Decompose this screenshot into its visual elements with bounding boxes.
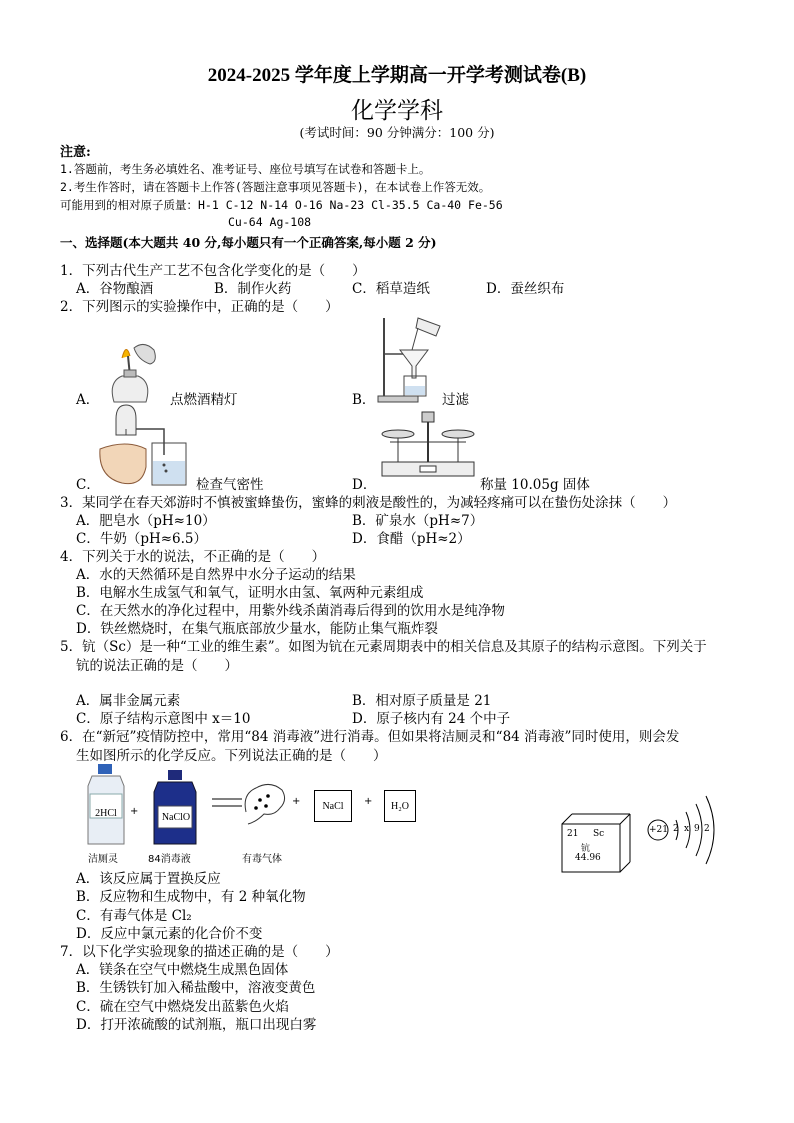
q7-option-c[interactable]: C．硫在空气中燃烧发出蓝紫色火焰 <box>76 999 289 1015</box>
q5-option-d[interactable]: D．原子核内有 24 个中子 <box>352 711 511 727</box>
q7-option-d[interactable]: D．打开浓硫酸的试剂瓶，瓶口出现白雾 <box>76 1017 317 1033</box>
element-mass: 44.96 <box>575 853 601 863</box>
q6-stem-line-1: 6．在“新冠”疫情防控中，常用“84 消毒液”进行消毒。但如果将洁厕灵和“84 消毒液”同时使用，则会发 <box>60 729 680 745</box>
alcohol-lamp-illustration <box>108 330 168 402</box>
q4-option-b[interactable]: B．电解水生成氢气和氧气，证明水由氢、氧两种元素组成 <box>76 585 424 601</box>
q6-option-a[interactable]: A．该反应属于置换反应 <box>76 871 221 887</box>
atomic-masses-line-1: 可能用到的相对原子质量：H-1 C-12 N-14 O-16 Na-23 Cl-35.5 Ca-40 Fe-56 <box>60 198 503 212</box>
section-heading: 一、选择题(本大题共 40 分,每小题只有一个正确答案,每小题 2 分) <box>60 235 437 250</box>
q4-option-a[interactable]: A．水的天然循环是自然界中水分子运动的结果 <box>76 567 356 583</box>
balance-illustration <box>376 412 480 488</box>
q3-option-a[interactable]: A．肥皂水（pH≈10） <box>76 513 216 529</box>
q2-option-c[interactable]: C． <box>76 477 100 493</box>
q3-option-d[interactable]: D．食醋（pH≈2） <box>352 531 471 547</box>
element-card-frame <box>562 814 632 872</box>
q1-option-a[interactable]: A．谷物酿酒 <box>76 281 154 297</box>
toilet-cleaner-bottle-icon <box>84 764 128 846</box>
q5-option-c[interactable]: C．原子结构示意图中 x＝10 <box>76 711 251 727</box>
shell-2-electrons: x <box>684 824 690 834</box>
q1-option-d[interactable]: D．蚕丝织布 <box>486 281 565 297</box>
q1-stem: 1．下列古代生产工艺不包含化学变化的是（ ） <box>60 263 366 279</box>
q7-option-a[interactable]: A．镁条在空气中燃烧生成黑色固体 <box>76 962 289 978</box>
disinfectant-bottle-icon <box>152 770 198 846</box>
q5-stem-line-2: 钪的说法正确的是（ ） <box>76 658 238 674</box>
q3-option-b[interactable]: B．矿泉水（pH≈7） <box>352 513 484 529</box>
q5-option-b[interactable]: B．相对原子质量是 21 <box>352 693 492 709</box>
shell-1-electrons: 2 <box>673 824 679 834</box>
q5-option-a[interactable]: A．属非金属元素 <box>76 693 181 709</box>
q2-option-c-caption: 检查气密性 <box>196 477 264 493</box>
exam-title: 2024-2025 学年度上学期高一开学考测试卷(B) <box>207 65 587 86</box>
plus-3: + <box>364 796 373 807</box>
q2-option-d[interactable]: D． <box>352 477 377 493</box>
notice-line-2: 2.考生作答时，请在答题卡上作答(答题注意事项见答题卡)，在本试卷上作答无效。 <box>60 180 491 194</box>
shell-3-electrons: 9 <box>694 824 700 834</box>
q4-option-d[interactable]: D．铁丝燃烧时，在集气瓶底部放少量水，能防止集气瓶炸裂 <box>76 621 438 637</box>
notice-line-1: 1.答题前，考生务必填姓名、准考证号、座位号填写在试卷和答题卡上。 <box>60 162 431 176</box>
q2-option-b-caption: 过滤 <box>442 392 469 408</box>
q1-option-b[interactable]: B．制作火药 <box>214 281 292 297</box>
caption-84-disinfectant: 84消毒液 <box>148 854 191 865</box>
q6-option-c[interactable]: C．有毒气体是 Cl₂ <box>76 908 192 924</box>
q4-option-c[interactable]: C．在天然水的净化过程中，用紫外线杀菌消毒后得到的饮用水是纯净物 <box>76 603 505 619</box>
q6-option-d[interactable]: D．反应中氯元素的化合价不变 <box>76 926 263 942</box>
filtration-illustration <box>378 316 448 404</box>
q3-stem: 3．某同学在春天郊游时不慎被蜜蜂蛰伤，蜜蜂的刺液是酸性的，为减轻疼痛可以在蛰伤处涂抹（ ） <box>60 495 677 511</box>
plus-2: + <box>292 796 301 807</box>
subject-title: 化学学科 <box>351 98 443 124</box>
q3-option-c[interactable]: C．牛奶（pH≈6.5） <box>76 531 208 547</box>
element-symbol: Sc <box>593 829 605 839</box>
q7-stem: 7．以下化学实验现象的描述正确的是（ ） <box>60 944 339 960</box>
product-nacl-box: NaCl <box>314 790 352 822</box>
q2-option-a-caption: 点燃酒精灯 <box>170 392 238 408</box>
q6-option-b[interactable]: B．反应物和生成物中，有 2 种氧化物 <box>76 889 306 905</box>
q4-stem: 4．下列关于水的说法，不正确的是（ ） <box>60 549 326 565</box>
bottle-2-label: NaClO <box>161 812 191 823</box>
q2-stem: 2．下列图示的实验操作中，正确的是（ ） <box>60 299 339 315</box>
q6-stem-line-2: 生如图所示的化学反应。下列说法正确的是（ ） <box>76 748 387 764</box>
q2-option-b[interactable]: B． <box>352 392 376 408</box>
q2-option-a[interactable]: A． <box>76 392 100 408</box>
plus-1: + <box>130 806 139 817</box>
caption-toxic-gas: 有毒气体 <box>242 854 282 865</box>
shell-4-electrons: 2 <box>704 824 710 834</box>
element-number: 21 <box>567 829 579 839</box>
time-info: (考试时间：90 分钟满分：100 分) <box>299 125 495 140</box>
element-name: 钪 <box>581 844 591 854</box>
q2-option-d-caption: 称量 10.05g 固体 <box>480 477 590 493</box>
notice-label: 注意: <box>60 145 91 160</box>
equals-sign-icon <box>212 796 242 810</box>
q7-option-b[interactable]: B．生锈铁钉加入稀盐酸中，溶液变黄色 <box>76 980 316 996</box>
toxic-gas-icon <box>242 778 288 828</box>
nucleus-charge: +21 <box>649 825 668 835</box>
product-h2o-box: H₂O <box>384 790 416 822</box>
caption-toilet-cleaner: 洁厕灵 <box>88 854 118 865</box>
atomic-masses-line-2: Cu-64 Ag-108 <box>228 215 312 229</box>
bottle-1-label: 2HCl <box>95 808 117 819</box>
air-tightness-illustration <box>96 405 196 487</box>
q1-option-c[interactable]: C．稻草造纸 <box>352 281 430 297</box>
q5-stem-line-1: 5．钪（Sc）是一种“工业的维生素”。如图为钪在元素周期表中的相关信息及其原子的结构示意图。下列关于 <box>60 639 707 655</box>
